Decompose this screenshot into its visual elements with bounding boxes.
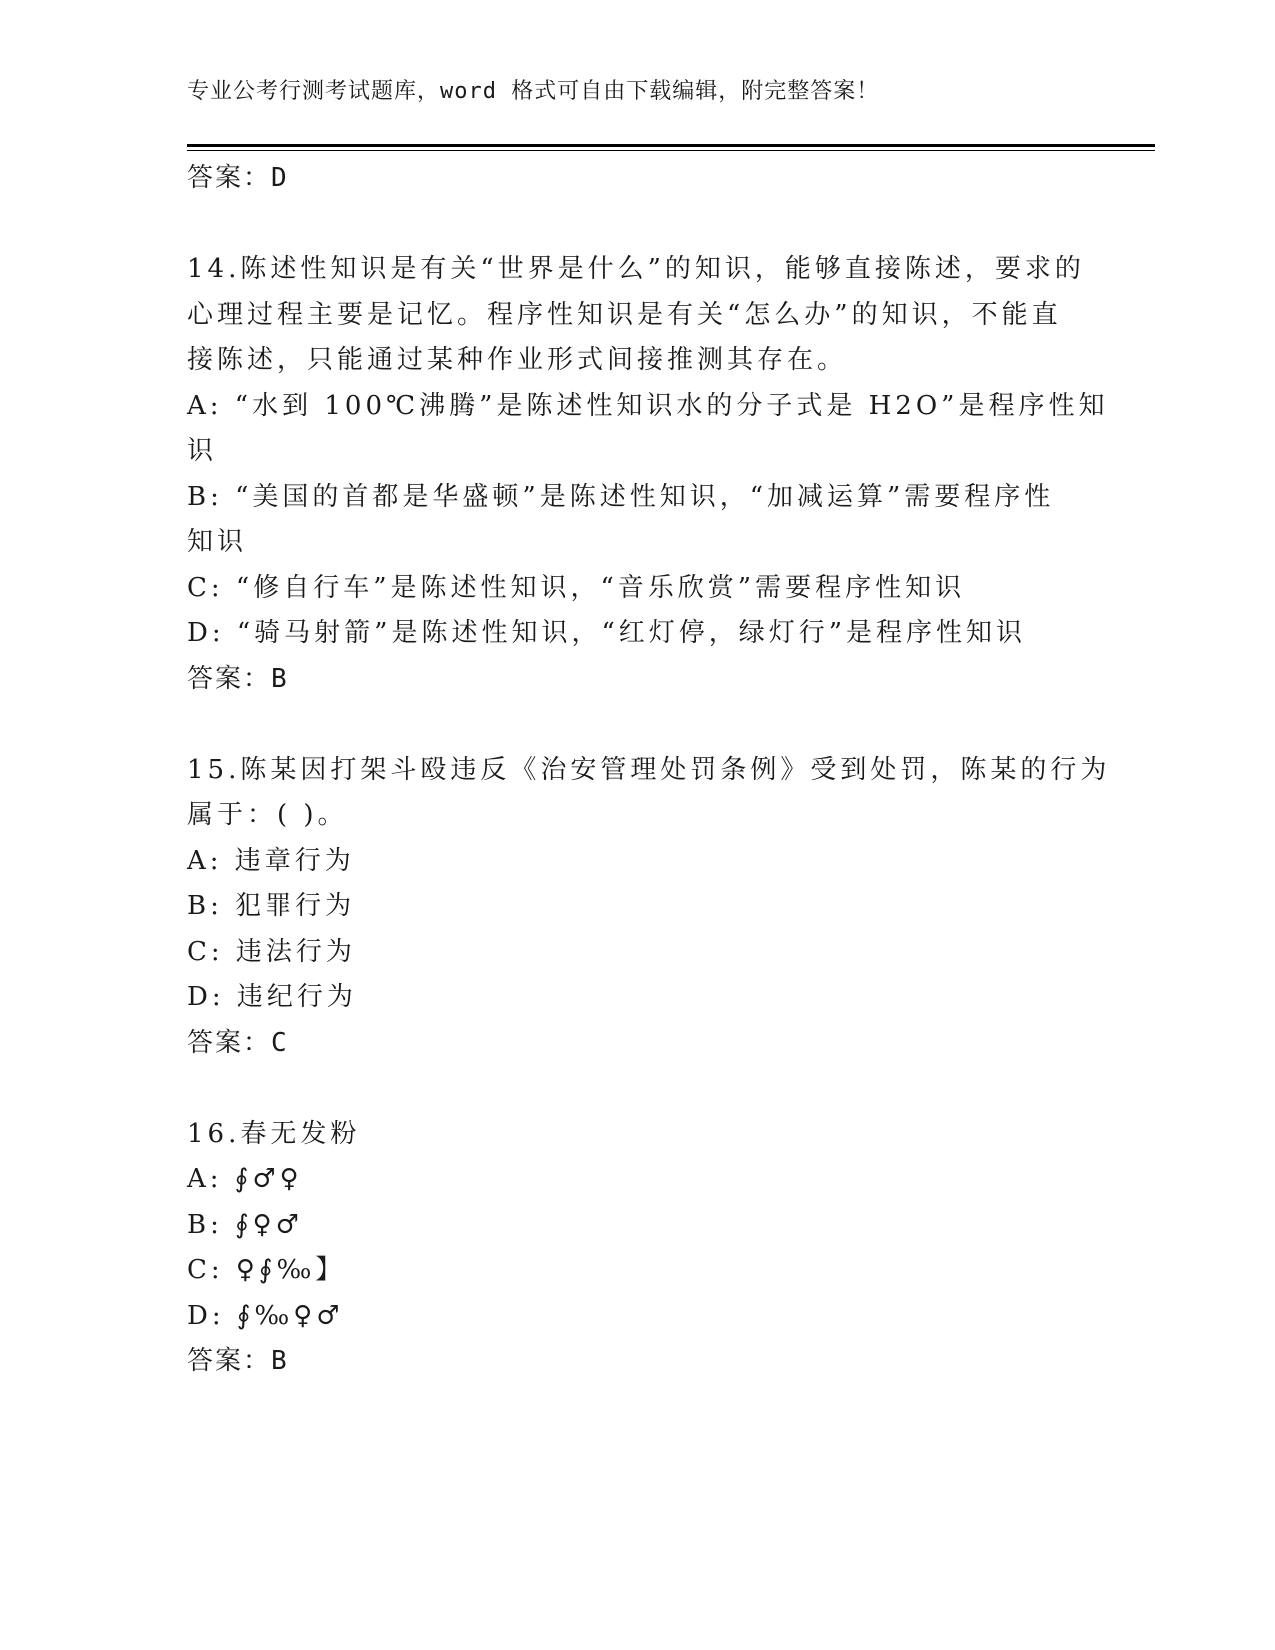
answer-option-line: D: 违纪行为 xyxy=(187,982,357,1012)
question-stem-line: 接陈述，只能通过某种作业形式间接推测其存在。 xyxy=(187,345,848,375)
page-header: 专业公考行测考试题库，word 格式可自由下载编辑，附完整答案！ xyxy=(187,79,880,104)
answer-option-line: B: ∮♀♂ xyxy=(187,1209,303,1240)
answer-option xyxy=(187,1203,1067,1249)
block-spacer xyxy=(187,202,1067,248)
answer-option-line: A: 违章行为 xyxy=(187,845,355,876)
question-stem xyxy=(187,247,1085,384)
answer-option-line: D: “骑马射箭”是陈述性知识，“红灯停，绿灯行”是程序性知识 xyxy=(187,618,1027,648)
answer-option-line: A: “水到 100℃沸腾”是陈述性知识水的分子式是 H2O”是程序性知 xyxy=(187,390,1109,421)
question-stem-line: 16.春无发粉 xyxy=(187,1118,361,1149)
answer-option-line: C: ♀∮‰】 xyxy=(187,1255,346,1285)
question-stem-line: 15.陈某因打架斗殴违反《治安管理处罚条例》受到处罚，陈某的行为 xyxy=(187,754,1111,785)
question-list xyxy=(187,156,1111,1385)
question-stem xyxy=(187,748,1111,839)
question-stem xyxy=(187,1112,1067,1158)
header-rule-thick xyxy=(187,144,1155,147)
answer-option xyxy=(187,384,1109,475)
answer-option xyxy=(187,975,1067,1021)
answer-line: 答案：D xyxy=(187,163,289,193)
answer-line: 答案：C xyxy=(187,1027,289,1058)
answer-option-line: 识 xyxy=(187,436,218,466)
question-stem-line: 属于：( )。 xyxy=(187,800,348,830)
answer-option-line: C: 违法行为 xyxy=(187,936,356,967)
answer-option xyxy=(187,839,1067,885)
answer-option xyxy=(187,884,1067,930)
answer-option xyxy=(187,566,1067,612)
answer-option-line: B: “美国的首都是华盛顿”是陈述性知识，“加减运算”需要程序性 xyxy=(187,481,1055,512)
answer-option xyxy=(187,1157,1067,1203)
answer-option-line: B: 犯罪行为 xyxy=(187,891,356,921)
answer-option-line: 知识 xyxy=(187,527,248,557)
answer-option-line: C: “修自行车”是陈述性知识，“音乐欣赏”需要程序性知识 xyxy=(187,572,966,603)
answer-option xyxy=(187,611,1067,657)
block-spacer xyxy=(187,1066,1067,1112)
answer-option xyxy=(187,1294,1067,1340)
answer-option-line: A: ∮♂♀ xyxy=(187,1164,303,1194)
answer-option xyxy=(187,475,1067,566)
block-spacer xyxy=(187,702,1067,748)
question-stem-line: 14.陈述性知识是有关“世界是什么”的知识，能够直接陈述，要求的 xyxy=(187,254,1085,284)
question-stem-line: 心理过程主要是记忆。程序性知识是有关“怎么办”的知识，不能直 xyxy=(187,299,1062,330)
answer-option-line: D: ∮‰♀♂ xyxy=(187,1300,344,1331)
answer-line: 答案：B xyxy=(187,1346,289,1376)
header-rule-thin xyxy=(187,150,1155,151)
answer-option xyxy=(187,1248,1067,1294)
answer-option xyxy=(187,930,1067,976)
answer-line: 答案：B xyxy=(187,663,289,694)
